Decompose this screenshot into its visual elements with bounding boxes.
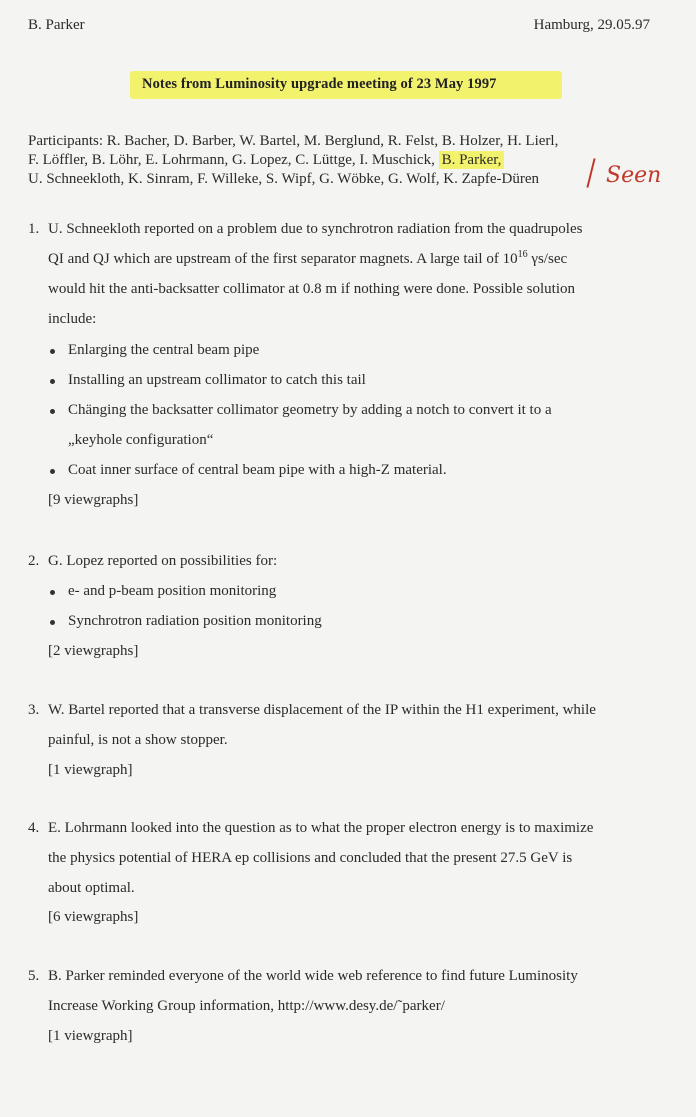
item-4-number: 4.: [28, 820, 40, 836]
item-2-viewgraphs: [2 viewgraphs]: [48, 643, 139, 659]
item-2-bullet-2: Synchrotron radiation position monitoring: [68, 613, 322, 629]
item-2-line-1: G. Lopez reported on possibilities for:: [48, 553, 278, 569]
item-4-viewgraphs: [6 viewgraphs]: [48, 909, 139, 925]
item-1-number: 1.: [28, 221, 40, 237]
item-1-line-4: include:: [48, 311, 97, 327]
item-1-bullet-1: Enlarging the central beam pipe: [68, 342, 260, 358]
bullet-dot: [50, 469, 55, 474]
item-1-line-1: U. Schneekloth reported on a problem due to synchrotron radiation from the quadrupoles: [48, 221, 583, 237]
item-3-viewgraphs: [1 viewgraph]: [48, 762, 133, 778]
highlighted-participant: B. Parker,: [439, 151, 505, 169]
item-3-line-1: W. Bartel reported that a transverse displacement of the IP within the H1 experiment, while: [48, 702, 596, 718]
document-title: Notes from Luminosity upgrade meeting of 23 May 1997: [142, 76, 497, 92]
item-1-line-3: would hit the anti-backsatter collimator at 0.8 m if nothing were done. Possible solution: [48, 281, 575, 297]
item-4-line-1: E. Lohrmann looked into the question as to what the proper electron energy is to maximize: [48, 820, 594, 836]
item-1-line-2: [48, 244, 567, 274]
item-5-viewgraphs: [1 viewgraph]: [48, 1028, 133, 1044]
item-3-number: 3.: [28, 702, 40, 718]
item-4-line-2: the physics potential of HERA ep collisions and concluded that the present 27.5 GeV is: [48, 850, 573, 866]
place-date: Hamburg, 29.05.97: [533, 17, 650, 33]
handwritten-seen-annotation: Seen: [606, 163, 662, 188]
participants-line-3: U. Schneekloth, K. Sinram, F. Willeke, S. Wipf, G. Wöbke, G. Wolf, K. Zapfe-Düren: [28, 171, 540, 187]
participants-line-2-text: F. Löffler, B. Löhr, E. Lohrmann, G. Lopez, C. Lüttge, I. Muschick,: [28, 152, 435, 168]
item-1-viewgraphs: [9 viewgraphs]: [48, 492, 139, 508]
item-2-bullet-1: e- and p-beam position monitoring: [68, 583, 277, 599]
item-5-number: 5.: [28, 968, 40, 984]
participants-line-2: [28, 151, 628, 170]
bullet-dot: [50, 590, 55, 595]
item-5-line-1: B. Parker reminded everyone of the world wide web reference to find future Luminosity: [48, 968, 578, 984]
bullet-dot: [50, 379, 55, 384]
participants-line-1: Participants: R. Bacher, D. Barber, W. Bartel, M. Berglund, R. Felst, B. Holzer, H. Lierl,: [28, 133, 559, 149]
item-1-bullet-3-continued: „keyhole configuration“: [68, 432, 214, 448]
item-2-number: 2.: [28, 553, 40, 569]
item-1-bullet-2: Installing an upstream collimator to catch this tail: [68, 372, 366, 388]
bullet-dot: [50, 620, 55, 625]
item-1-line-2-unit: γs/sec: [527, 251, 568, 267]
item-1-bullet-3: Chänging the backsatter collimator geometry by adding a notch to convert it to a: [68, 402, 552, 418]
item-1-exponent: 16: [517, 249, 528, 260]
author-name: B. Parker: [28, 17, 85, 33]
item-5-line-2: Increase Working Group information, http://www.desy.de/˜parker/: [48, 998, 445, 1014]
item-3-line-2: painful, is not a show stopper.: [48, 732, 228, 748]
item-4-line-3: about optimal.: [48, 880, 135, 896]
item-1-bullet-4: Coat inner surface of central beam pipe with a high-Z material.: [68, 462, 447, 478]
bullet-dot: [50, 409, 55, 414]
participants-block: [28, 132, 628, 189]
bullet-dot: [50, 349, 55, 354]
item-1-line-2-text: QI and QJ which are upstream of the first separator magnets. A large tail of 10: [48, 251, 518, 267]
